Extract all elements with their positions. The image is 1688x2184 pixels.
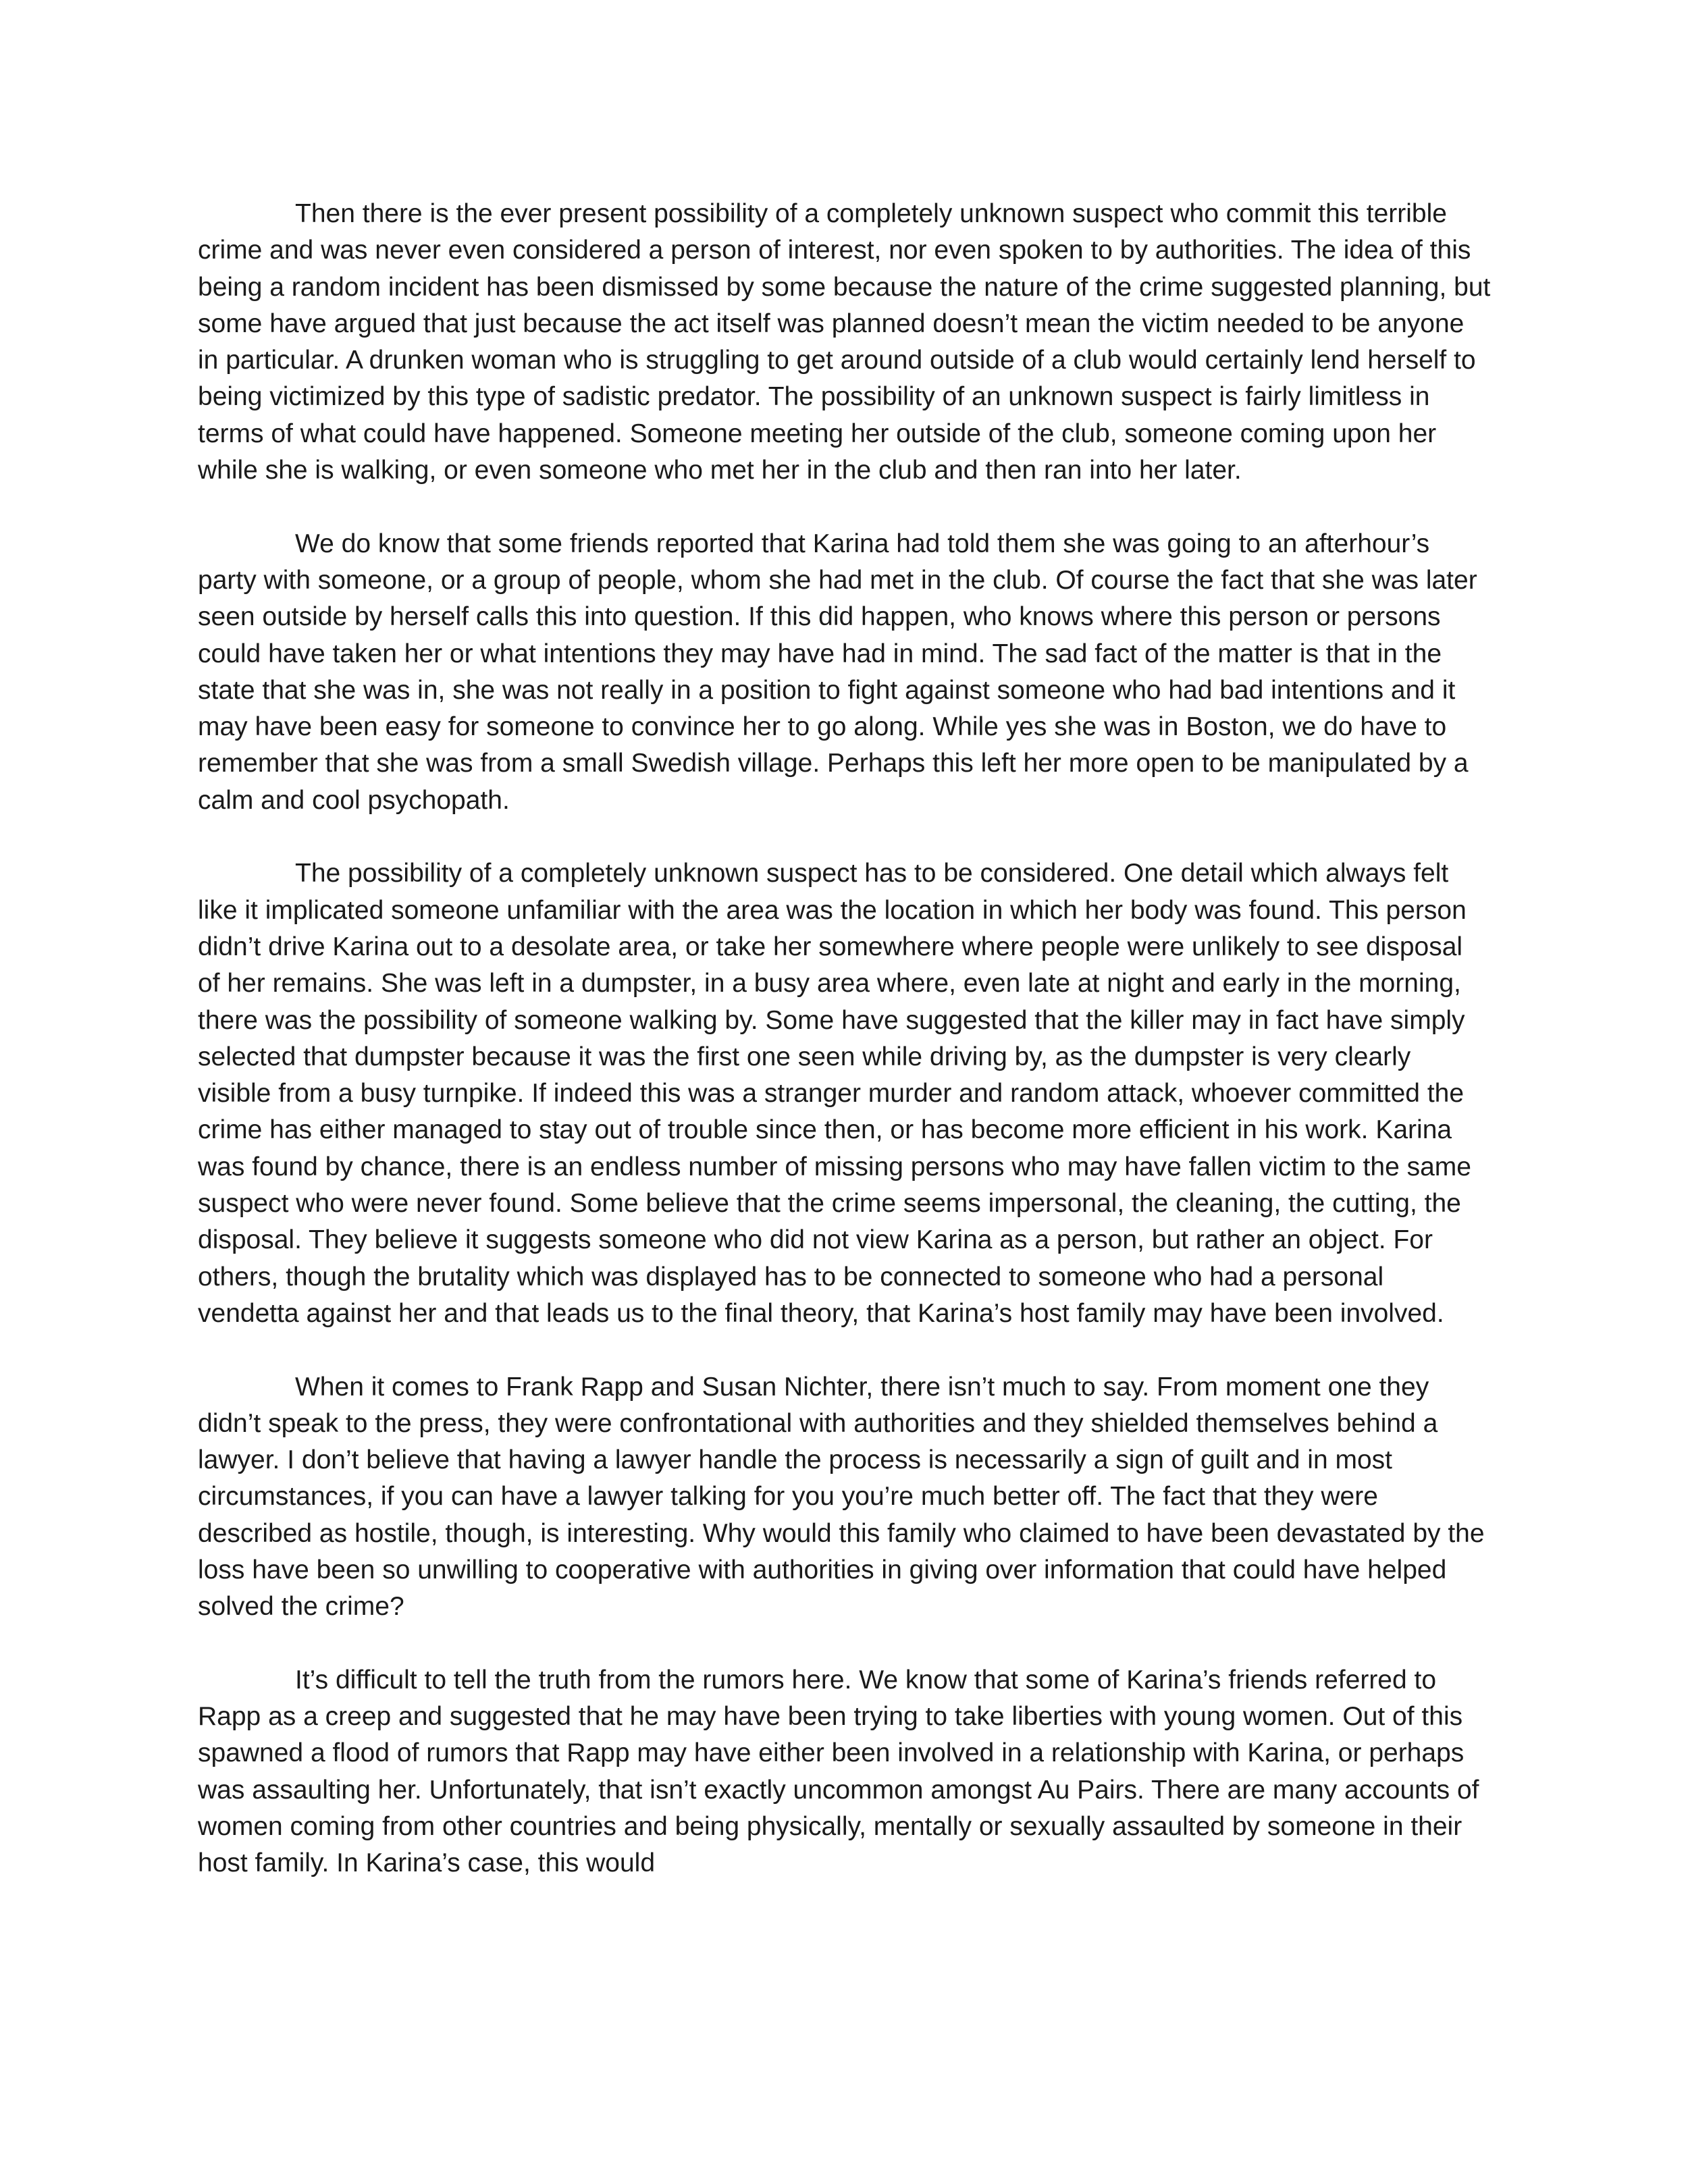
paragraph-5: It’s difficult to tell the truth from the rumors here. We know that some of Karina’s friends referred to Rapp as a creep and suggested that he may have been trying to take liberties with young women. Out of this spawned a flood of rumors that Rapp may have either been involved in a relationship with Karina, or perhaps was assaulting her. Unfortunately, that isn’t exactly uncommon amongst Au Pairs. There are many accounts of women coming from other countries and being physically, mentally or sexually assaulted by someone in their host family. In Karina’s case, this would: [198, 1665, 1479, 1878]
paragraph-4: When it comes to Frank Rapp and Susan Nichter, there isn’t much to say. From moment one they didn’t speak to the press, they were confrontational with authorities and they shielded themselves behind a lawyer. I don’t believe that having a lawyer handle the process is necessarily a sign of guilt and in most circumstances, if you can have a lawyer talking for you you’re much better off. The fact that they were described as hostile, though, is interesting. Why would this family who claimed to have been devastated by the loss have been so unwilling to cooperative with authorities in giving over information that could have helped solved the crime?: [198, 1372, 1485, 1622]
paragraph-1: Then there is the ever present possibility of a completely unknown suspect who commit this terrible crime and was never even considered a person of interest, nor even spoken to by authorities. The idea of this being a random incident has been dismissed by some because the nature of the crime suggested planning, but some have argued that just because the act itself was planned doesn’t mean the victim needed to be anyone in particular. A drunken woman who is struggling to get around outside of a club would certainly lend herself to being victimized by this type of sadistic predator. The possibility of an unknown suspect is fairly limitless in terms of what could have happened. Someone meeting her outside of the club, someone coming upon her while she is walking, or even someone who met her in the club and then ran into her later.: [198, 199, 1491, 485]
document-body: [198, 196, 1491, 1882]
paragraph-2: We do know that some friends reported that Karina had told them she was going to an afterhour’s party with someone, or a group of people, whom she had met in the club. Of course the fact that she was later seen outside by herself calls this into question. If this did happen, who knows where this person or persons could have taken her or what intentions they may have had in mind. The sad fact of the matter is that in the state that she was in, she was not really in a position to fight against someone who had bad intentions and it may have been easy for someone to convince her to go along. While yes she was in Boston, we do have to remember that she was from a small Swedish village. Perhaps this left her more open to be manipulated by a calm and cool psychopath.: [198, 529, 1477, 815]
paragraph-3: The possibility of a completely unknown suspect has to be considered. One detail which always felt like it implicated someone unfamiliar with the area was the location in which her body was found. This person didn’t drive Karina out to a desolate area, or take her somewhere where people were unlikely to see disposal of her remains. She was left in a dumpster, in a busy area where, even late at night and early in the morning, there was the possibility of someone walking by. Some have suggested that the killer may in fact have simply selected that dumpster because it was the first one seen while driving by, as the dumpster is very clearly visible from a busy turnpike. If indeed this was a stranger murder and random attack, whoever committed the crime has either managed to stay out of trouble since then, or has become more efficient in his work. Karina was found by chance, there is an endless number of missing persons who may have fallen victim to the same suspect who were never found. Some believe that the crime seems impersonal, the cleaning, the cutting, the disposal. They believe it suggests someone who did not view Karina as a person, but rather an object. For others, though the brutality which was displayed has to be connected to someone who had a personal vendetta against her and that leads us to the final theory, that Karina’s host family may have been involved.: [198, 859, 1471, 1328]
